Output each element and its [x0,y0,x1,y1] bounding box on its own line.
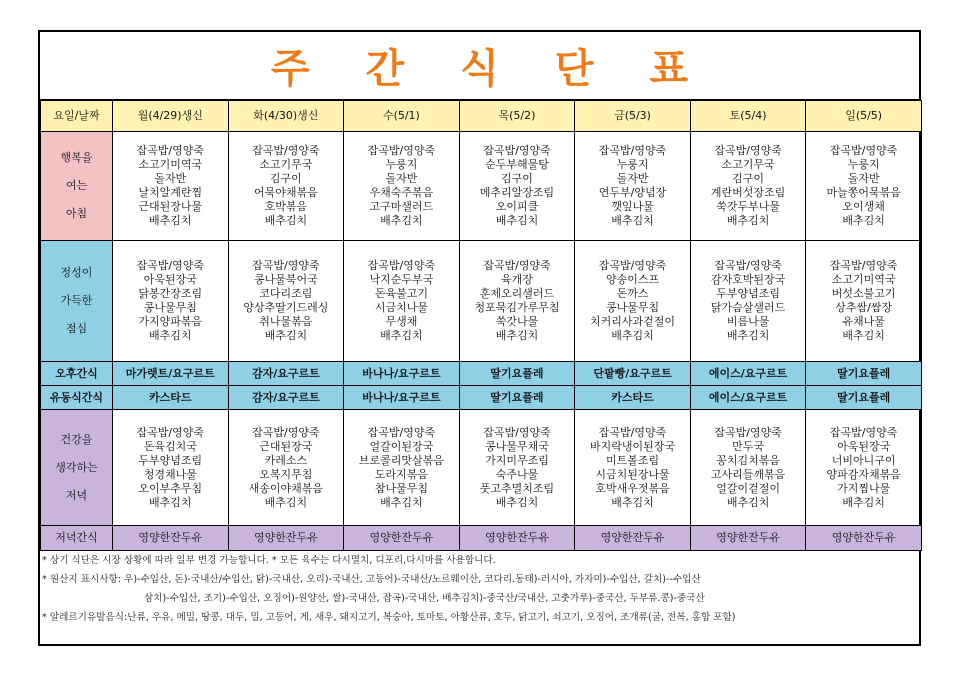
menu-item: 오이생채 [842,200,885,213]
menu-table [40,100,922,551]
menu-item: 누룽지 [616,158,649,171]
weekly-menu-sheet [38,30,921,646]
menu-item: 카레소스 [264,453,308,467]
menu-item: 배추김치 [726,329,770,342]
note-line: * 상기 식단은 시장 상황에 따라 일부 변경 가능합니다. * 모든 육수는 다시멸치, 디포리,다시마를 사용합니다. [42,555,496,566]
note-line: * 알레르기유발음식:난류, 우유, 메밀, 땅콩, 대두, 밀, 고등어, 게, 새우, 돼지고기, 복숭아, 토마토, 아황산류, 호두, 닭고기, 쇠고기, 오징어, 조개류(굴, 전복, 홍합 포함) [42,612,736,623]
day-header: 수(5/1) [344,101,460,132]
lunch-cell [575,241,691,362]
menu-item: 누룽지 [847,158,880,171]
menu-item: 돌자반 [385,172,418,185]
menu-item: 배추김치 [149,214,192,227]
menu-item: 잡곡밥/영양죽 [598,259,667,272]
menu-item: 잡곡밥/영양죽 [367,144,436,157]
meal-label-line: 가득한 [60,294,93,307]
evening_snack-cell: 영양한잔두유 [113,526,229,551]
menu-item: 치커리사과겉절이 [590,315,676,328]
dinner-cell [113,410,229,526]
menu-item: 시금치나물 [374,301,428,314]
menu-item: 참나물무침 [374,481,428,495]
menu-item: 유채나물 [842,315,885,328]
menu-item: 김구이 [501,172,533,185]
menu-item: 청포묵김가루무침 [474,301,560,314]
menu-item: 가지찜나물 [837,481,891,495]
menu-item: 잡곡밥/영양죽 [598,144,667,157]
menu-item: 두부양념조림 [716,287,780,300]
menu-item: 닭가슴살샐러드 [710,301,786,314]
page-title [40,32,919,100]
dinner-cell [575,410,691,526]
menu-item: 오복지무침 [259,467,313,481]
lunch-cell [459,241,575,362]
evening_snack-label: 저녁간식 [41,526,113,551]
breakfast-cell [806,132,922,241]
menu-item: 잡곡밥/영양죽 [367,425,436,439]
meal-label-line: 생각하는 [55,460,98,474]
menu-item: 잡곡밥/영양죽 [252,144,320,157]
afternoon_snack-cell: 단팥빵/요구르트 [575,362,691,386]
menu-item: 잡곡밥/영양죽 [829,259,898,272]
day-header: 토(5/4) [690,101,806,132]
dinner-cell [690,410,806,526]
liquid-snack-row [41,386,922,410]
menu-item: 연두부/양념장 [598,186,667,199]
menu-item: 마늘쫑어묵볶음 [826,186,901,199]
evening_snack-cell: 영양한잔두유 [690,526,806,551]
menu-item: 날치알계란찜 [138,186,203,199]
breakfast-cell [113,132,229,241]
notes [40,551,919,627]
day-header: 일(5/5) [806,101,922,132]
menu-item: 상추쌈/쌈장 [835,301,893,314]
menu-item: 잡곡밥/영양죽 [598,425,667,439]
menu-item: 숙주나물 [495,467,539,481]
menu-item: 쑥갓나물 [495,315,539,328]
menu-item: 소고기미역국 [138,158,203,171]
dinner-label [41,410,113,526]
meal-label-line: 저녁 [65,488,88,502]
menu-item: 잡곡밥/영양죽 [252,259,320,272]
menu-item: 누룽지 [385,158,418,171]
menu-item: 가지미무조림 [485,453,549,467]
evening_snack-cell: 영양한잔두유 [806,526,922,551]
breakfast-cell [344,132,460,241]
liquid_snack-cell: 딸기요플레 [459,386,575,410]
menu-item: 취나물볶음 [259,315,313,328]
menu-item: 잡곡밥/영양죽 [714,144,782,157]
afternoon_snack-label: 오후간식 [41,362,113,386]
menu-item: 돌자반 [154,172,187,185]
menu-item: 훈제오리샐러드 [479,287,555,300]
header-row [41,101,922,132]
menu-item: 계란버섯장조림 [710,186,786,199]
menu-item: 도라지볶음 [374,467,428,481]
menu-item: 버섯소불고기 [831,287,896,300]
dinner-cell [228,410,344,526]
breakfast-cell [459,132,575,241]
lunch-row [41,241,922,362]
menu-item: 돈까스 [616,287,649,300]
menu-item: 잡곡밥/영양죽 [714,259,782,272]
menu-item: 잡곡밥/영양죽 [136,259,205,272]
menu-item: 브로콜리맛살볶음 [358,453,444,467]
dinner-cell [459,410,575,526]
menu-item: 아욱된장국 [837,439,891,453]
menu-item: 배추김치 [842,495,885,509]
menu-item: 오이피클 [495,200,539,213]
menu-item: 잡곡밥/영양죽 [829,425,898,439]
dinner-row [41,410,922,526]
afternoon_snack-cell: 딸기요플레 [459,362,575,386]
menu-item: 육개장 [501,273,533,286]
menu-item: 잡곡밥/영양죽 [367,259,436,272]
menu-item: 배추김치 [495,329,539,342]
liquid_snack-cell: 바나나/요구르트 [344,386,460,410]
liquid_snack-cell: 카스타드 [575,386,691,410]
afternoon_snack-cell: 감자/요구르트 [228,362,344,386]
menu-item: 배추김치 [380,214,423,227]
breakfast-cell [690,132,806,241]
title-text: 주간식단표 [270,45,745,92]
afternoon-snack-row [41,362,922,386]
menu-item: 배추김치 [264,214,308,227]
menu-item: 깻잎나물 [611,200,654,213]
menu-item: 소고기무국 [259,158,313,171]
lunch-cell [806,241,922,362]
evening_snack-cell: 영양한잔두유 [459,526,575,551]
menu-item: 잡곡밥/영양죽 [483,425,551,439]
meal-label-line: 아침 [65,207,88,220]
menu-item: 고구마샐러드 [369,200,434,213]
menu-item: 잡곡밥/영양죽 [136,144,205,157]
lunch-cell [113,241,229,362]
menu-item: 배추김치 [380,329,423,342]
menu-item: 미트볼조림 [605,453,660,467]
header-label: 요일/날짜 [41,101,113,132]
menu-item: 소고기무국 [721,158,775,171]
menu-item: 배추김치 [495,495,539,509]
menu-item: 감자호박된장국 [710,273,786,286]
menu-item: 풋고추멸치조림 [479,481,555,495]
menu-item: 코다리조림 [259,287,313,300]
menu-item: 배추김치 [611,214,654,227]
dinner-cell [806,410,922,526]
evening_snack-cell: 영양한잔두유 [575,526,691,551]
menu-item: 돈육불고기 [374,287,428,300]
menu-item: 배추김치 [611,329,654,342]
menu-item: 무생채 [385,315,418,328]
menu-item: 청경채나물 [143,467,197,481]
menu-item: 김구이 [732,172,765,185]
menu-item: 만두국 [732,439,765,453]
menu-item: 배추김치 [264,329,308,342]
liquid_snack-cell: 딸기요플레 [806,386,922,410]
menu-item: 잡곡밥/영양죽 [714,425,782,439]
menu-item: 새송이야채볶음 [248,481,324,495]
breakfast-cell [228,132,344,241]
menu-item: 배추김치 [842,329,885,342]
menu-item: 근대된장나물 [138,200,203,213]
menu-item: 배추김치 [611,495,654,509]
day-header: 목(5/2) [459,101,575,132]
liquid_snack-cell: 카스타드 [113,386,229,410]
menu-item: 아욱된장국 [143,273,197,286]
menu-item: 시금치된장나물 [595,467,670,481]
lunch-cell [228,241,344,362]
meal-label-line: 점심 [65,322,88,335]
meal-label-line: 행복을 [60,151,93,164]
menu-item: 어묵야채볶음 [253,186,318,199]
menu-item: 메추리알장조림 [479,186,555,199]
menu-item: 양송이스프 [605,273,660,286]
menu-item: 가지양파볶음 [138,315,203,328]
menu-item: 얼갈이된장국 [369,439,434,453]
breakfast-cell [575,132,691,241]
note-line: 삼치)-수입산, 조기)-수입산, 오징어)-원양산, 쌀)-국내산, 잡곡)-국내산, 배추김치)-중국산/국내산, 고춧가루)-중국산, 두부류.콩)-중국산 [144,593,705,604]
menu-item: 배추김치 [726,495,770,509]
menu-item: 배추김치 [842,214,885,227]
menu-item: 호박볶음 [264,200,308,213]
breakfast-row [41,132,922,241]
menu-item: 콩나물북어국 [253,273,318,286]
liquid_snack-cell: 에이스/요구르트 [690,386,806,410]
menu-item: 돌자반 [616,172,649,185]
lunch-cell [344,241,460,362]
afternoon_snack-cell: 마가렛트/요구르트 [113,362,229,386]
menu-item: 고사리들깨볶음 [710,467,786,481]
menu-item: 소고기미역국 [831,273,896,286]
menu-item: 비름나물 [726,315,770,328]
evening-snack-row [41,526,922,551]
menu-item: 잡곡밥/영양죽 [252,425,320,439]
note-line: * 원산지 표시사항: 우)-수입산, 돈)-국내산/수입산, 닭)-국내산, 오리)-국내산, 고등어)-국내산/노르웨이산, 코다리.동태)-러시아, 가자미)-수입산, 갈치)--수입산 [42,574,701,585]
dinner-cell [344,410,460,526]
menu-item: 너비아니구이 [831,453,896,467]
menu-item: 잡곡밥/영양죽 [136,425,205,439]
day-header: 금(5/3) [575,101,691,132]
menu-item: 꽁치김치볶음 [716,453,780,467]
evening_snack-cell: 영양한잔두유 [344,526,460,551]
menu-item: 두부양념조림 [138,453,203,467]
menu-item: 호박새우젓볶음 [595,481,670,495]
lunch-cell [690,241,806,362]
liquid_snack-cell: 감자/요구르트 [228,386,344,410]
menu-item: 김구이 [269,172,302,185]
menu-item: 오이부추무침 [138,481,203,495]
menu-item: 배추김치 [149,329,192,342]
menu-item: 돌자반 [847,172,880,185]
meal-label-line: 정성이 [60,266,93,279]
menu-item: 잡곡밥/영양죽 [829,144,898,157]
afternoon_snack-cell: 에이스/요구르트 [690,362,806,386]
evening_snack-cell: 영양한잔두유 [228,526,344,551]
menu-item: 우채숙주볶음 [369,186,434,199]
day-header: 월(4/29)생신 [113,101,229,132]
menu-item: 콩나물무침 [605,301,660,314]
menu-item: 양파감자채볶음 [826,467,901,481]
day-header: 화(4/30)생신 [228,101,344,132]
menu-item: 배추김치 [264,495,308,509]
menu-item: 배추김치 [380,495,423,509]
menu-item: 근대된장국 [259,439,313,453]
menu-item: 양상추딸기드레싱 [243,301,329,314]
menu-item: 배추김치 [495,214,539,227]
menu-item: 잡곡밥/영양죽 [483,144,551,157]
menu-item: 순두부해물탕 [485,158,549,171]
menu-item: 잡곡밥/영양죽 [483,259,551,272]
liquid_snack-label: 유동식간식 [41,386,113,410]
lunch-label [41,241,113,362]
menu-item: 배추김치 [726,214,770,227]
menu-item: 콩나물무침 [143,301,197,314]
meal-label-line: 건강을 [60,432,93,446]
menu-item: 돈육김치국 [143,439,197,453]
afternoon_snack-cell: 딸기요플레 [806,362,922,386]
menu-item: 쑥갓두부나물 [716,200,780,213]
menu-item: 배추김치 [149,495,192,509]
menu-item: 낙지순두부국 [369,273,434,286]
afternoon_snack-cell: 바나나/요구르트 [344,362,460,386]
menu-item: 얼갈이겉절이 [716,481,780,495]
menu-item: 콩나물무채국 [485,439,549,453]
meal-label-line: 여는 [65,179,88,192]
menu-item: 닭봉간장조림 [138,287,203,300]
menu-item: 바지락냉이된장국 [590,439,676,453]
breakfast-label [41,132,113,241]
